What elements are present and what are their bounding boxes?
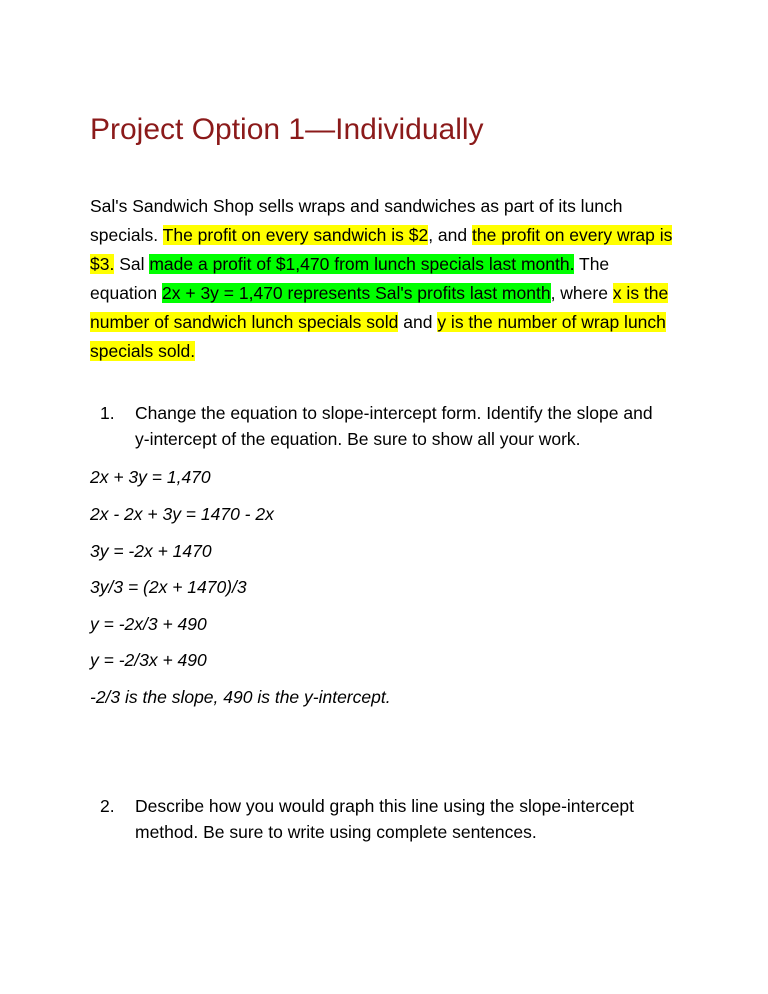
intro-text: , and xyxy=(428,225,472,245)
answer-line: -2/3 is the slope, 490 is the y-intercept. xyxy=(90,687,391,707)
question-text: Describe how you would graph this line using the slope-intercept method. Be sure to write using complete sentences. xyxy=(135,796,635,842)
question-1 xyxy=(100,400,670,452)
question-2 xyxy=(100,793,670,845)
question-number: 2. xyxy=(100,796,115,816)
highlight-equation: 2x + 3y = 1,470 represents Sal's profits last month xyxy=(162,283,551,303)
work-line: y = -2/3x + 490 xyxy=(90,650,207,670)
question-number: 1. xyxy=(100,403,115,423)
intro-text: , where xyxy=(550,283,613,303)
highlight-wrap-profit: the profit on every wrap is $3. xyxy=(90,225,673,274)
intro-text: Sal xyxy=(114,254,150,274)
highlight-x-definition: x is the number of sandwich lunch specials sold xyxy=(90,283,669,332)
work-line: 2x + 3y = 1,470 xyxy=(90,467,211,487)
intro-text: Sal's Sandwich Shop sells wraps and sandwiches as part of its lunch specials. xyxy=(90,196,623,245)
page-title: Project Option 1—Individually xyxy=(90,113,484,146)
work-line: 3y = -2x + 1470 xyxy=(90,541,212,561)
highlight-total-profit: made a profit of $1,470 from lunch specials last month. xyxy=(149,254,575,274)
work-line: 3y/3 = (2x + 1470)/3 xyxy=(90,577,247,597)
intro-text: The equation xyxy=(90,254,610,303)
work-line: 2x - 2x + 3y = 1470 - 2x xyxy=(90,504,274,524)
work-line: y = -2x/3 + 490 xyxy=(90,614,207,634)
intro-text: and xyxy=(398,312,438,332)
question-text: Change the equation to slope-intercept form. Identify the slope and y-intercept of the equation. Be sure to show all your work. xyxy=(135,403,653,449)
highlight-sandwich-profit: The profit on every sandwich is $2 xyxy=(162,225,429,245)
highlight-y-definition: y is the number of wrap lunch specials sold. xyxy=(90,312,666,361)
intro-paragraph xyxy=(90,192,680,366)
